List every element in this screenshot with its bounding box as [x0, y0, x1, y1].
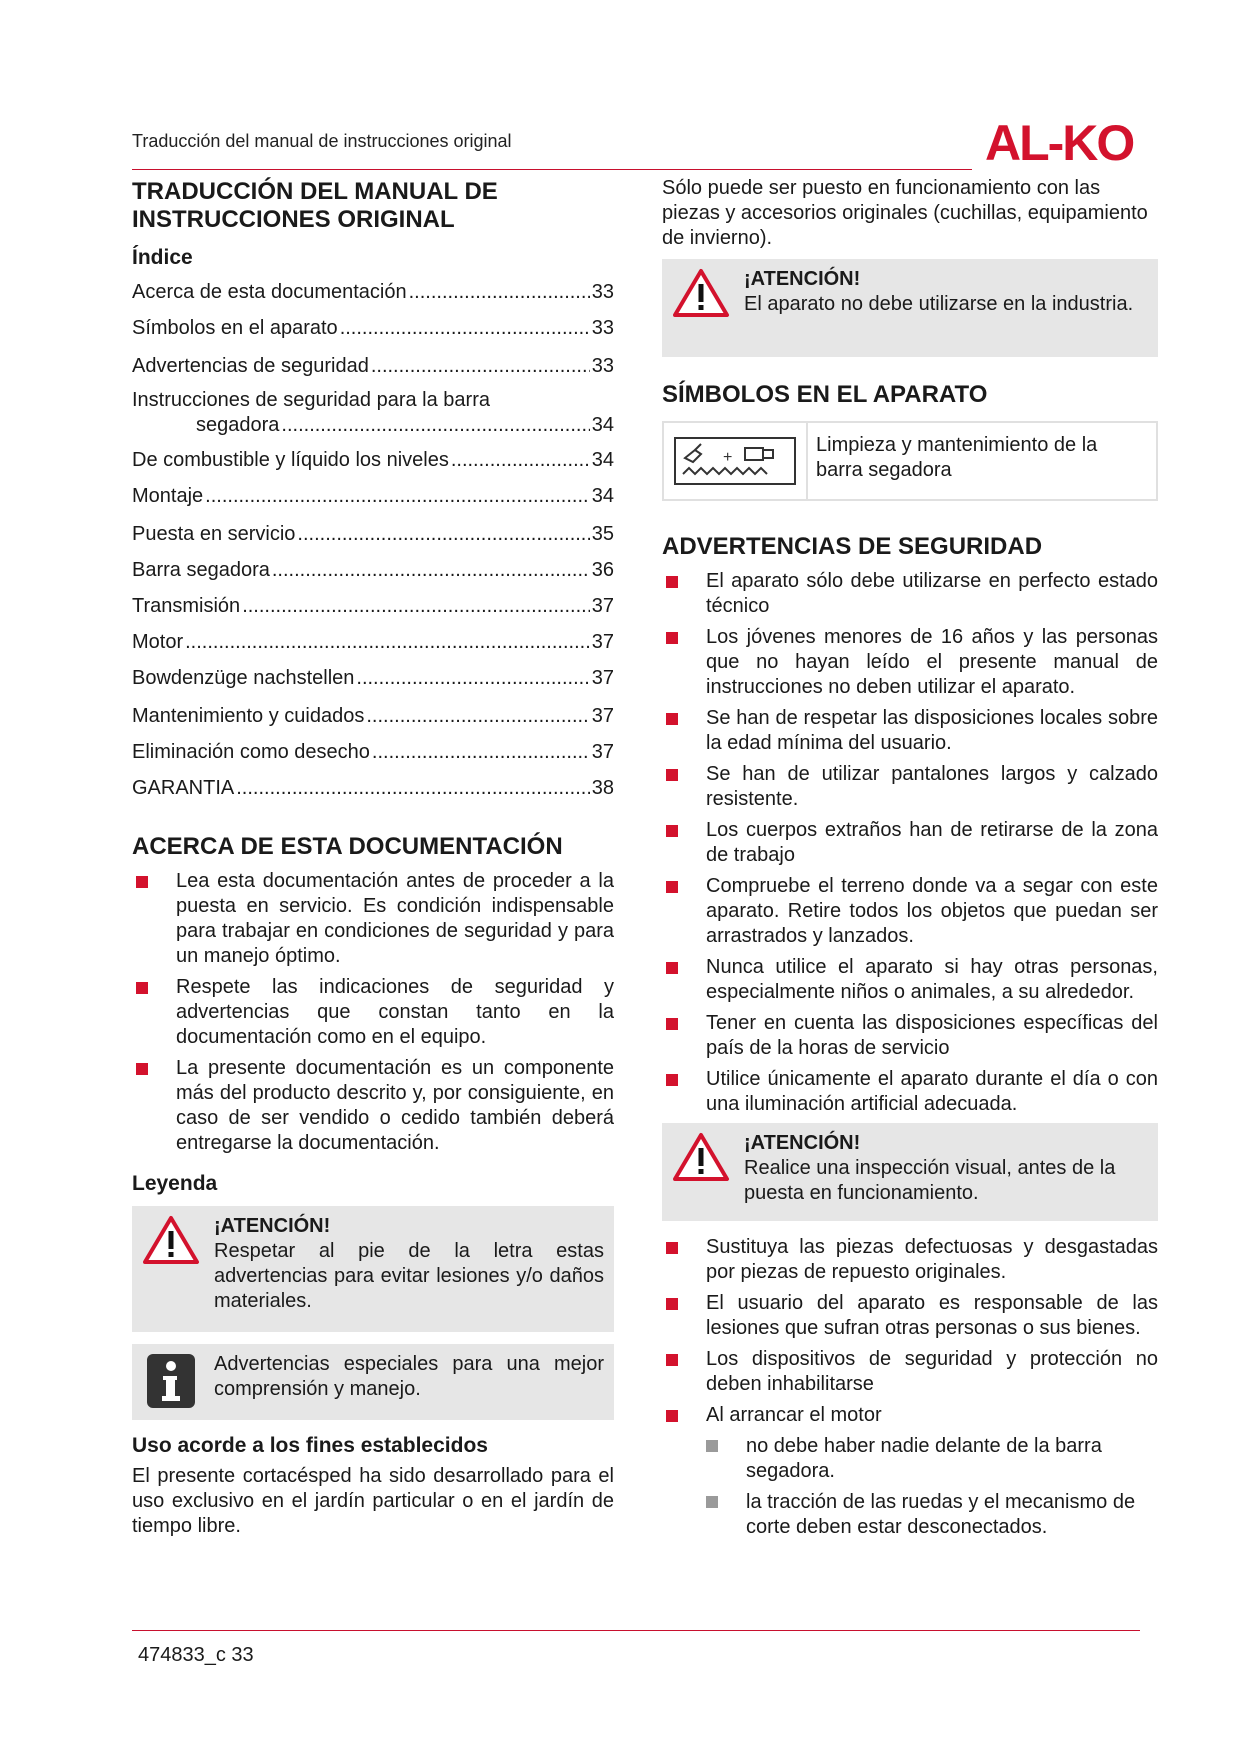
warning-text: Respetar al pie de la letra estas advertencias para evitar lesiones y/o daños materiales. — [214, 1240, 604, 1312]
safety-list — [662, 569, 1158, 1117]
about-heading: ACERCA DE ESTA DOCUMENTACIÓN — [132, 833, 563, 860]
warning-triangle-icon — [142, 1214, 200, 1266]
symbols-heading: SÍMBOLOS EN EL APARATO — [662, 381, 988, 408]
running-header: Traducción del manual de instrucciones original — [132, 131, 512, 151]
list-item: Utilice únicamente el aparato durante el día o con una iluminación artificial adecuada. — [662, 1067, 1158, 1117]
list-item: Nunca utilice el aparato si hay otras personas, especialmente niños o animales, a su alrededor. — [662, 955, 1158, 1005]
safety-list-continued — [662, 1235, 1158, 1428]
list-item: Tener en cuenta las disposiciones específicas del país de la horas de servicio — [662, 1011, 1158, 1061]
list-item: Sustituya las piezas defectuosas y desgastadas por piezas de repuesto originales. — [662, 1235, 1158, 1285]
industry-warning-box — [662, 259, 1158, 357]
toc-item: Acerca de esta documentación ..... 33 — [132, 280, 614, 305]
alko-logo — [985, 116, 1145, 168]
toc-item: Mantenimiento y cuidados ..... 37 — [132, 704, 614, 729]
list-item: Al arrancar el motor — [662, 1403, 1158, 1428]
list-item: Compruebe el terreno donde va a segar con este aparato. Retire todos los objetos que puedan ser arrastrados y lanzados. — [662, 874, 1158, 949]
toc-item: GARANTIA ..... 38 — [132, 776, 614, 801]
list-item: El usuario del aparato es responsable de las lesiones que sufran otras personas o sus bienes. — [662, 1291, 1158, 1341]
toc-item: De combustible y líquido los niveles ..... 34 — [132, 448, 614, 473]
list-item: Se han de utilizar pantalones largos y calzado resistente. — [662, 762, 1158, 812]
list-item: Los dispositivos de seguridad y protección no deben inhabilitarse — [662, 1347, 1158, 1397]
toc-item: Bowdenzüge nachstellen ..... 37 — [132, 666, 614, 691]
warning-title: ¡ATENCIÓN! — [214, 1215, 331, 1237]
toc-item: Transmisión ..... 37 — [132, 594, 614, 619]
warning-title: ¡ATENCIÓN! — [744, 1132, 861, 1154]
warning-title: ¡ATENCIÓN! — [744, 268, 861, 290]
list-item: Los jóvenes menores de 16 años y las personas que no hayan leído el presente manual de instrucciones no deben utilizar el aparato. — [662, 625, 1158, 700]
toc-item: Eliminación como desecho ..... 37 — [132, 740, 614, 765]
engine-start-sublist — [662, 1434, 1158, 1540]
use-text: El presente cortacésped ha sido desarrollado para el uso exclusivo en el jardín particular o en el jardín de tiempo libre. — [132, 1465, 614, 1537]
warning-triangle-icon — [672, 267, 730, 319]
list-item: El aparato sólo debe utilizarse en perfecto estado técnico — [662, 569, 1158, 619]
legend-warning-box — [132, 1206, 614, 1332]
main-title: TRADUCCIÓN DEL MANUAL DE INSTRUCCIONES ORIGINAL — [132, 178, 498, 233]
warning-text: Realice una inspección visual, antes de la puesta en funcionamiento. — [744, 1157, 1116, 1204]
footer-rule — [132, 1630, 1140, 1631]
intro-text: Sólo puede ser puesto en funcionamiento con las piezas y accesorios originales (cuchillas, equipamiento de invierno). — [662, 177, 1148, 249]
safety-heading: ADVERTENCIAS DE SEGURIDAD — [662, 533, 1043, 560]
toc-item: Advertencias de seguridad ..... 33 — [132, 354, 614, 379]
header-rule — [132, 169, 972, 170]
list-item: Lea esta documentación antes de proceder a la puesta en servicio. Es condición indispensable para trabajar en condiciones de seguridad y para un manejo óptimo. — [132, 869, 614, 969]
warning-text: El aparato no debe utilizarse en la industria. — [744, 293, 1134, 315]
inspection-warning-box — [662, 1123, 1158, 1221]
sub-list-item: la tracción de las ruedas y el mecanismo de corte deben estar desconectados. — [702, 1490, 1158, 1540]
list-item: Los cuerpos extraños han de retirarse de la zona de trabajo — [662, 818, 1158, 868]
svg-text:+: + — [723, 449, 733, 466]
sub-list-item: no debe haber nadie delante de la barra segadora. — [702, 1434, 1158, 1484]
list-item: La presente documentación es un componente más del producto descrito y, por consiguiente, en caso de ser vendido o cedido también deberá entregarse la documentación. — [132, 1056, 614, 1156]
info-icon — [142, 1352, 200, 1410]
toc-item: Símbolos en el aparato ..... 33 — [132, 316, 614, 341]
toc-item-wrapped: Instrucciones de seguridad para la barra segadora ..... 34 — [132, 388, 614, 438]
index-heading: Índice — [132, 246, 193, 269]
right-column — [662, 176, 1158, 1546]
legend-info-box — [132, 1344, 614, 1420]
list-item: Se han de respetar las disposiciones locales sobre la edad mínima del usuario. — [662, 706, 1158, 756]
warning-triangle-icon — [672, 1131, 730, 1183]
list-item: Respete las indicaciones de seguridad y advertencias que constan tanto en la documentación como en el equipo. — [132, 975, 614, 1050]
toc-item: Montaje ..... 34 — [132, 484, 614, 509]
cleaning-maintenance-icon — [673, 436, 797, 486]
table-of-contents — [132, 280, 614, 801]
symbols-table — [662, 421, 1158, 501]
logo-text: AL-KO — [985, 116, 1134, 168]
symbol-description: Limpieza y mantenimiento de la barra segadora — [816, 434, 1098, 481]
toc-item: Barra segadora ..... 36 — [132, 558, 614, 583]
left-column — [132, 178, 614, 1539]
about-list — [132, 869, 614, 1156]
toc-item: Motor ..... 37 — [132, 630, 614, 655]
page-footer: 474833_c 33 — [138, 1644, 254, 1666]
toc-item: Puesta en servicio ..... 35 — [132, 522, 614, 547]
legend-heading: Leyenda — [132, 1172, 218, 1195]
info-text: Advertencias especiales para una mejor comprensión y manejo. — [214, 1353, 604, 1400]
use-heading: Uso acorde a los fines establecidos — [132, 1434, 488, 1457]
